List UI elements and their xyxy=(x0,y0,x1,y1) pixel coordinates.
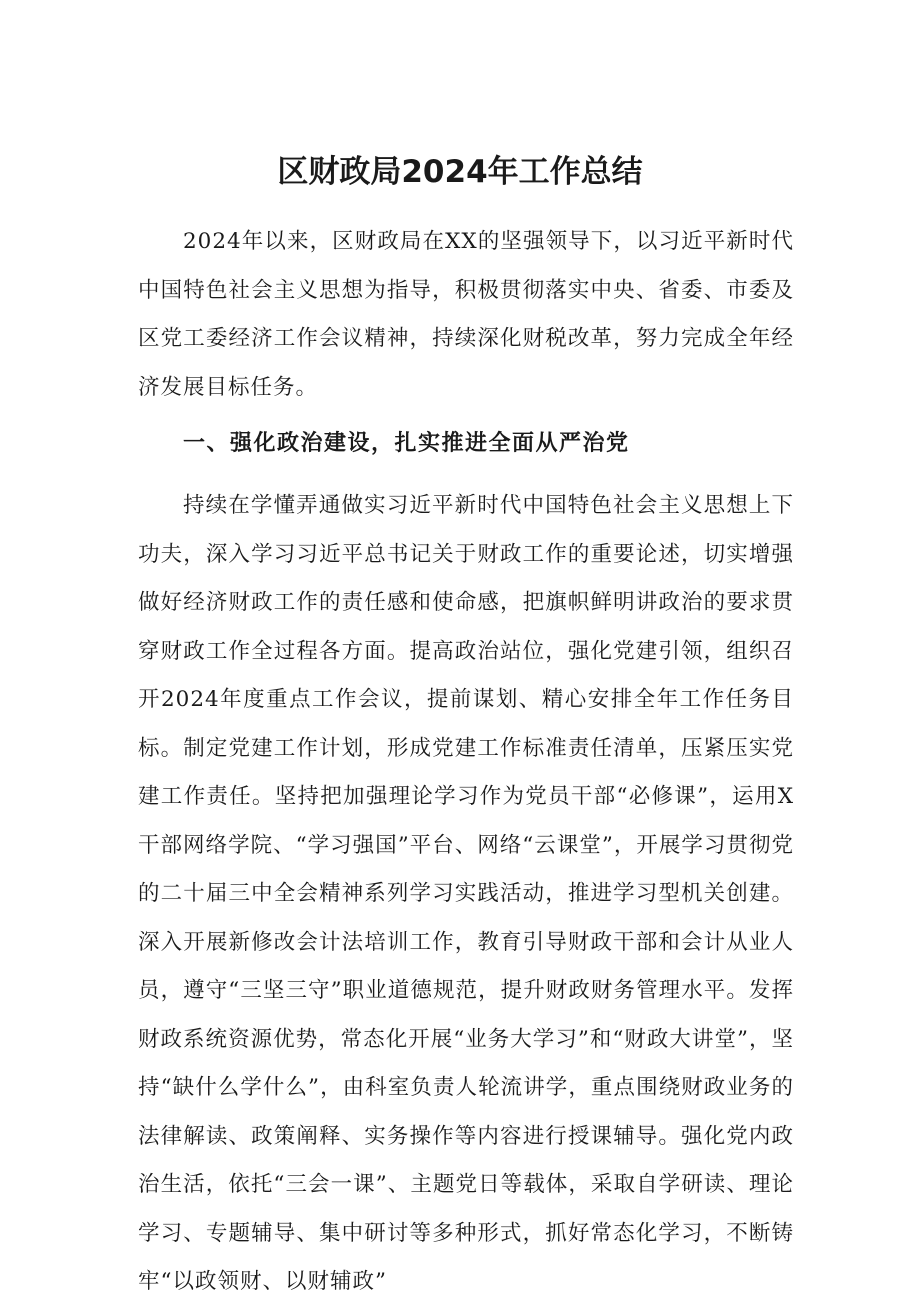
intro-paragraph: 2024年以来，区财政局在XX的坚强领导下，以习近平新时代中国特色社会主义思想为指导，积极贯彻落实中央、省委、市委及区党工委经济工作会议精神，持续深化财税改革，努力完成全年经济发展目标任务。 xyxy=(138,229,794,400)
page-title: 区财政局2024年工作总结 xyxy=(277,154,643,190)
section-heading: 一、强化政治建设，扎实推进全面从严治党 xyxy=(183,431,630,456)
body-paragraph: 持续在学懂弄通做实习近平新时代中国特色社会主义思想上下功夫，深入学习习近平总书记关于财政工作的重要论述，切实增强做好经济财政工作的责任感和使命感，把旗帜鲜明讲政治的要求贯穿财政工作全过程各方面。提高政治站位，强化党建引领，组织召开2024年度重点工作会议，提前谋划、精心安排全年工作任务目标。制定党建工作计划，形成党建工作标准责任清单，压紧压实党建工作责任。坚持把加强理论学习作为党员干部“必修课”，运用X干部网络学院、“学习强国”平台、网络“云课堂”，开展学习贯彻党的二十届三中全会精神系列学习实践活动，推进学习型机关创建。深入开展新修改会计法培训工作，教育引导财政干部和会计从业人员，遵守“三坚三守”职业道德规范，提升财政财务管理水平。发挥财政系统资源优势，常态化开展“业务大学习”和“财政大讲堂”，坚持“缺什么学什么”，由科室负责人轮流讲学，重点围绕财政业务的法律解读、政策阐释、实务操作等内容进行授课辅导。强化党内政治生活，依托“三会一课”、主题党日等载体，采取自学研读、理论学习、专题辅导、集中研讨等多种形式，抓好常态化学习，不断铸牢“以政领财、以财辅政” xyxy=(138,493,794,1294)
